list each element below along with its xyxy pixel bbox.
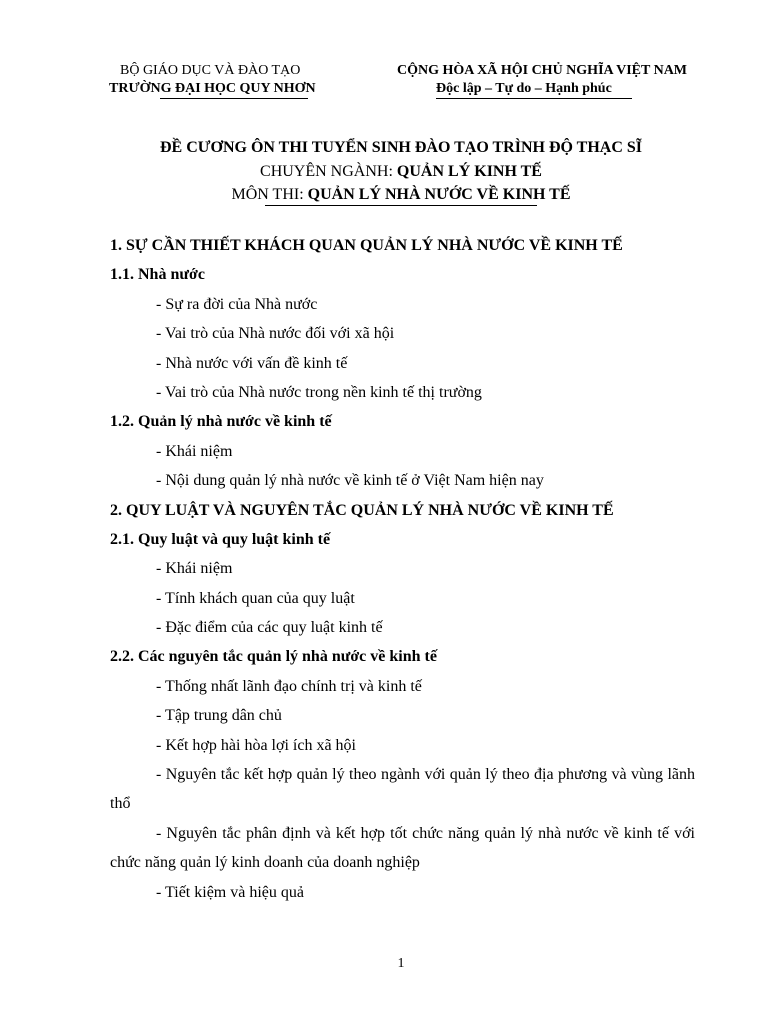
- subject-line: [0, 185, 768, 205]
- subject-underline: [265, 205, 537, 206]
- syllabus-item: - Kết hợp hài hòa lợi ích xã hội: [156, 736, 356, 754]
- motto-underline: [436, 98, 632, 99]
- syllabus-item: - Đặc điểm của các quy luật kinh tế: [156, 619, 383, 637]
- major-label: CHUYÊN NGÀNH:: [260, 163, 397, 180]
- syllabus-item: - Tính khách quan của quy luật: [156, 589, 355, 607]
- subject-label: MÔN THI:: [231, 186, 308, 203]
- major-line: [0, 162, 768, 182]
- section-heading: 2.1. Quy luật và quy luật kinh tế: [110, 530, 331, 548]
- syllabus-item: - Khái niệm: [156, 560, 233, 578]
- major-value: QUẢN LÝ KINH TẾ: [396, 163, 542, 180]
- syllabus-paragraph: - Nguyên tắc kết hợp quản lý theo ngành với quản lý theo địa phương và vùng lãnh thổ: [110, 766, 695, 813]
- syllabus-item: - Nội dung quản lý nhà nước về kinh tế ở Việt Nam hiện nay: [156, 472, 544, 490]
- syllabus-item: - Vai trò của Nhà nước trong nền kinh tế thị trường: [156, 383, 482, 401]
- ministry-name: BỘ GIÁO DỤC VÀ ĐÀO TẠO: [120, 63, 301, 78]
- syllabus-item: - Nhà nước với vấn đề kinh tế: [156, 354, 348, 372]
- page-number: 1: [397, 956, 405, 971]
- syllabus-item: - Sự ra đời của Nhà nước: [156, 295, 318, 313]
- syllabus-paragraph: - Nguyên tắc phân định và kết hợp tốt chức năng quản lý nhà nước về kinh tế với chức năng quản lý kinh doanh của doanh nghiệp: [110, 824, 695, 872]
- university-name: TRƯỜNG ĐẠI HỌC QUY NHƠN: [109, 81, 316, 96]
- document-title: ĐỀ CƯƠNG ÔN THI TUYỂN SINH ĐÀO TẠO TRÌNH ĐỘ THẠC SĨ: [159, 139, 643, 156]
- syllabus-content: [110, 231, 695, 907]
- section-heading: 2. QUY LUẬT VÀ NGUYÊN TẮC QUẢN LÝ NHÀ NƯỚC VỀ KINH TẾ: [110, 501, 614, 519]
- syllabus-item: - Tiết kiệm và hiệu quả: [156, 883, 304, 901]
- section-heading: 1.1. Nhà nước: [110, 266, 205, 284]
- syllabus-item: - Thống nhất lãnh đạo chính trị và kinh tế: [156, 677, 422, 695]
- subject-value: QUẢN LÝ NHÀ NƯỚC VỀ KINH TẾ: [307, 186, 571, 203]
- country-name: CỘNG HÒA XÃ HỘI CHỦ NGHĨA VIỆT NAM: [397, 63, 688, 78]
- section-heading: 2.2. Các nguyên tắc quản lý nhà nước về kinh tế: [110, 648, 437, 666]
- syllabus-item: - Khái niệm: [156, 442, 233, 460]
- syllabus-item: - Vai trò của Nhà nước đối với xã hội: [156, 325, 395, 343]
- syllabus-item: - Tập trung dân chủ: [156, 707, 282, 725]
- section-heading: 1. SỰ CẦN THIẾT KHÁCH QUAN QUẢN LÝ NHÀ NƯỚC VỀ KINH TẾ: [110, 237, 623, 254]
- university-underline: [160, 98, 308, 99]
- national-motto: Độc lập – Tự do – Hạnh phúc: [436, 81, 612, 96]
- section-heading: 1.2. Quản lý nhà nước về kinh tế: [110, 413, 332, 431]
